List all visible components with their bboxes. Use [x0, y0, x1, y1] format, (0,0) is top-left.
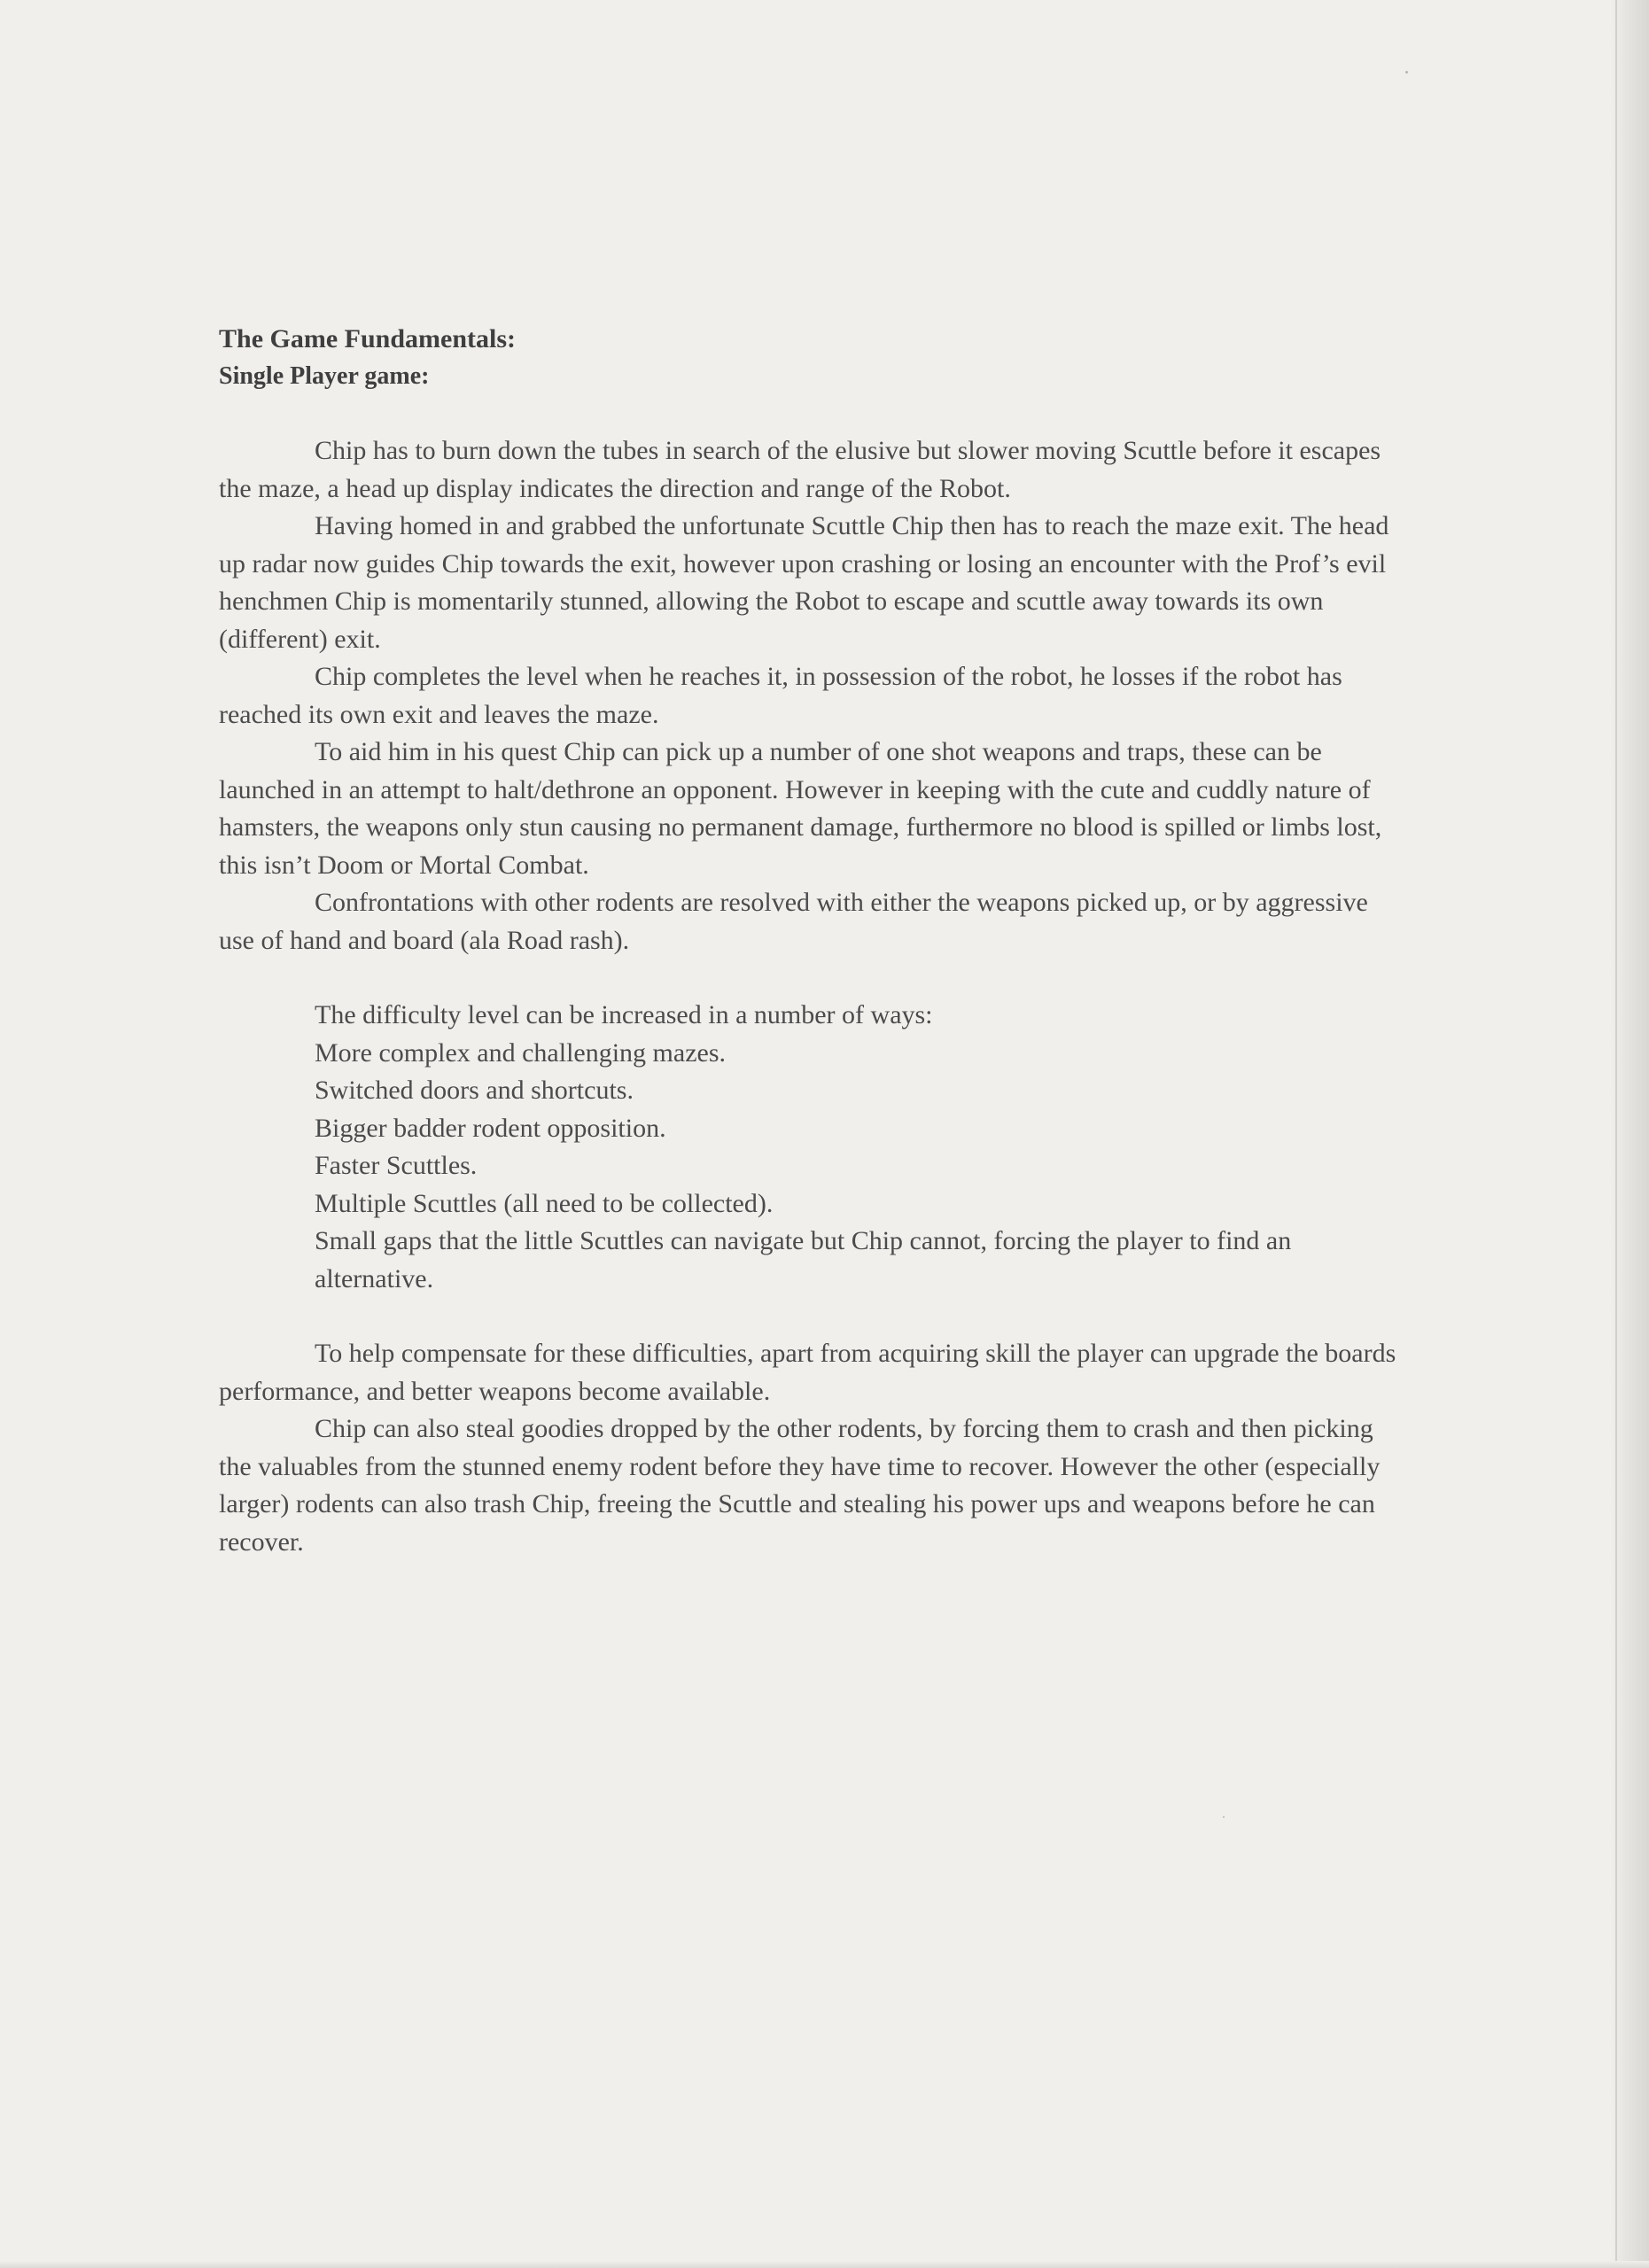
body-paragraph: Having homed in and grabbed the unfortunate Scuttle Chip then has to reach the maze exit. The head up radar now guides Chip towards the exit, however upon crashing or losing an encounter with the Prof’s evil henchmen Chip is momentarily stunned, allowing the Robot to escape and scuttle away towards its own (different) exit.: [219, 511, 1389, 654]
difficulty-item: Faster Scuttles.: [315, 1151, 478, 1180]
difficulty-item: More complex and challenging mazes.: [315, 1037, 727, 1068]
scan-bottom-edge: [0, 2261, 1649, 2268]
difficulty-item: Switched doors and shortcuts.: [315, 1076, 634, 1105]
document-subtitle: Single Player game:: [219, 362, 430, 390]
difficulty-item: Multiple Scuttles (all need to be collected).: [315, 1188, 774, 1218]
difficulty-list: [219, 997, 1397, 1298]
intro-paragraphs: [219, 432, 1397, 959]
difficulty-item: Bigger badder rodent opposition.: [315, 1113, 666, 1143]
body-paragraph: To help compensate for these difficulties, apart from acquiring skill the player can upgrade the boards performance, and better weapons become available.: [219, 1339, 1396, 1406]
body-paragraph: Chip can also steal goodies dropped by the other rodents, by forcing them to crash and then picking the valuables from the stunned enemy rodent before they have time to recover. However the other (especially larger) rodents can also trash Chip, freeing the Scuttle and stealing his power ups and weapons before he can recover.: [219, 1414, 1381, 1557]
body-paragraph: Confrontations with other rodents are resolved with either the weapons picked up, or by aggressive use of hand and board (ala Road rash).: [219, 888, 1368, 955]
body-paragraph: Chip has to burn down the tubes in search of the elusive but slower moving Scuttle before it escapes the maze, a head up display indicates the direction and range of the Robot.: [219, 436, 1381, 503]
difficulty-item: Small gaps that the little Scuttles can navigate but Chip cannot, forcing the player to find an alternative.: [315, 1226, 1292, 1293]
document-page: [219, 321, 1397, 1561]
paper-speck: [1223, 1816, 1225, 1818]
paper-speck: [1405, 71, 1408, 74]
difficulty-intro: The difficulty level can be increased in a number of ways:: [315, 1000, 933, 1029]
body-paragraph: Chip completes the level when he reaches it, in possession of the robot, he losses if the robot has reached its own exit and leaves the maze.: [219, 662, 1342, 729]
document-title: The Game Fundamentals:: [219, 324, 517, 353]
scan-edge-line: [1615, 0, 1617, 2268]
closing-paragraphs: [219, 1335, 1397, 1561]
body-paragraph: To aid him in his quest Chip can pick up a number of one shot weapons and traps, these can be launched in an attempt to halt/dethrone an opponent. However in keeping with the cute and cuddly nature of hamsters, the weapons only stun causing no permanent damage, furthermore no blood is spilled or limbs lost, this isn’t Doom or Mortal Combat.: [219, 737, 1382, 880]
